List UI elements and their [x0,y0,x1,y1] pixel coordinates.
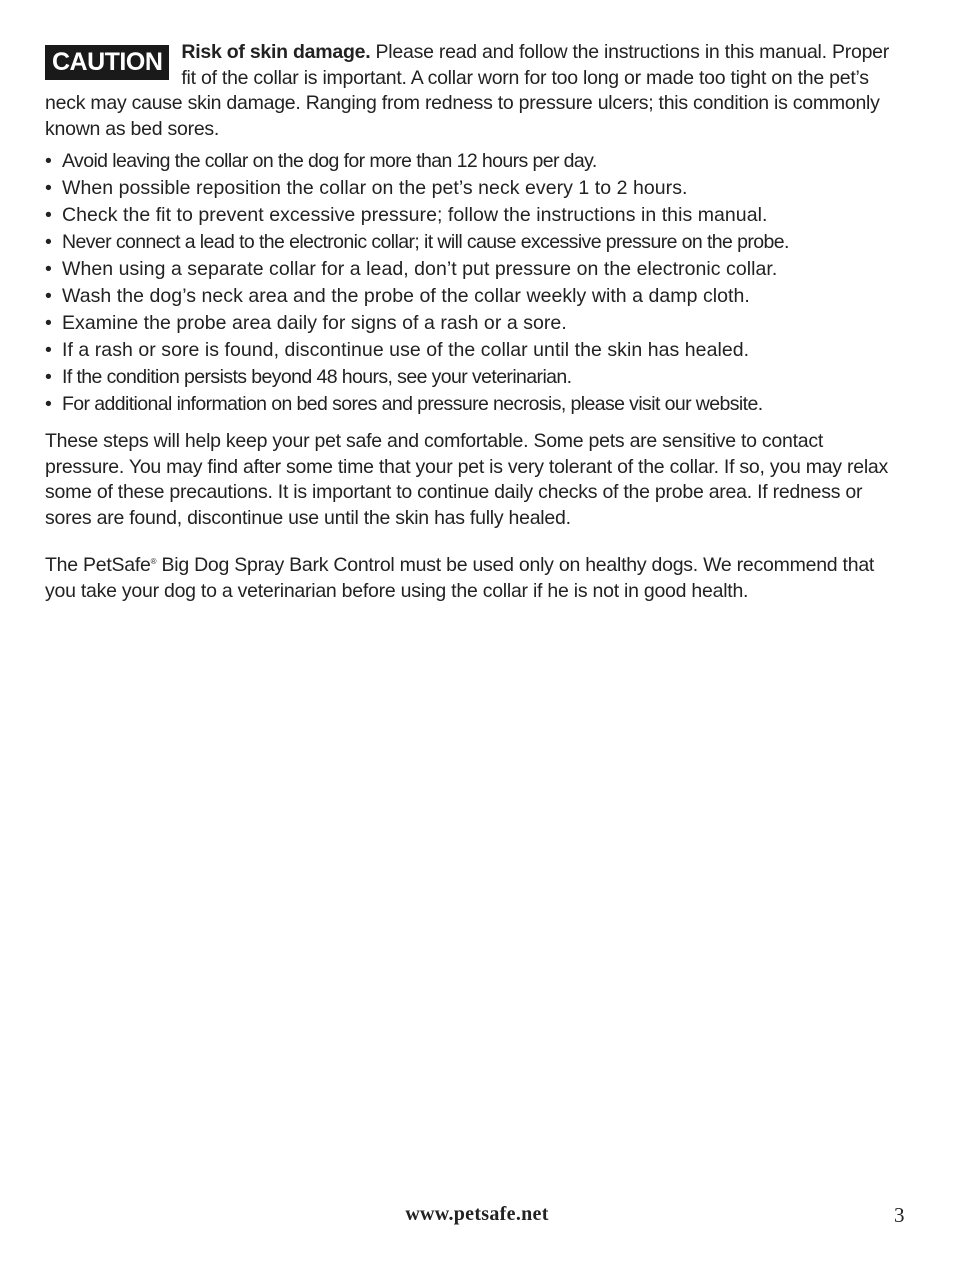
registered-trademark-icon: ® [150,557,157,566]
list-item-text: Wash the dog’s neck area and the probe of the collar weekly with a damp cloth. [62,285,750,307]
page-number: 3 [894,1203,905,1227]
list-item [45,229,905,256]
health-notice-prefix: The PetSafe [45,554,151,576]
bullet-icon: • [45,393,52,415]
caution-heading: Risk of skin damage. [181,41,371,63]
bullet-icon: • [45,366,52,388]
list-item [45,310,905,337]
bullet-icon: • [45,285,52,307]
bullet-icon: • [45,312,52,334]
list-item [45,283,905,310]
list-item-text: If the condition persists beyond 48 hours, see your veterinarian. [62,366,572,388]
bullet-icon: • [45,231,52,253]
list-item [45,256,905,283]
caution-badge: CAUTION [45,45,169,80]
caution-text: Please read and follow the instructions in this manual. Proper fit of the collar is important. A collar worn for too long or made too tight on the pet’s neck may cause skin damage. Ranging from redness to pressure ulcers; this condition is commonly known as bed sores. [45,41,889,140]
list-item-text: Never connect a lead to the electronic collar; it will cause excessive pressure on the probe. [62,231,789,253]
list-item-text: If a rash or sore is found, discontinue use of the collar until the skin has healed. [62,339,750,361]
bullet-icon: • [45,150,52,172]
list-item-text: Check the fit to prevent excessive pressure; follow the instructions in this manual. [62,204,768,226]
manual-page-content [45,40,905,604]
bullet-icon: • [45,204,52,226]
health-notice-paragraph [45,553,905,604]
caution-notice [45,40,905,142]
list-item [45,175,905,202]
precaution-list [45,148,905,418]
list-item [45,391,905,418]
health-notice-suffix: Big Dog Spray Bark Control must be used only on healthy dogs. We recommend that you take your dog to a veterinarian before using the collar if he is not in good health. [45,554,875,602]
list-item-text: For additional information on bed sores and pressure necrosis, please visit our website. [62,393,763,415]
list-item [45,364,905,391]
footer-website-url: www.petsafe.net [405,1203,549,1225]
list-item-text: Examine the probe area daily for signs of a rash or a sore. [62,312,567,334]
list-item-text: Avoid leaving the collar on the dog for more than 12 hours per day. [62,150,597,172]
list-item [45,202,905,229]
bullet-icon: • [45,258,52,280]
bullet-icon: • [45,339,52,361]
bullet-icon: • [45,177,52,199]
list-item-text: When possible reposition the collar on the pet’s neck every 1 to 2 hours. [62,177,688,199]
list-item [45,337,905,364]
list-item [45,148,905,175]
list-item-text: When using a separate collar for a lead, don’t put pressure on the electronic collar. [62,258,778,280]
safety-paragraph: These steps will help keep your pet safe and comfortable. Some pets are sensitive to contact pressure. You may find after some time that your pet is very tolerant of the collar. If so, you may relax some of these precautions. It is important to continue daily checks of the probe area. If redness or sores are found, discontinue use until the skin has fully healed. [45,430,888,529]
